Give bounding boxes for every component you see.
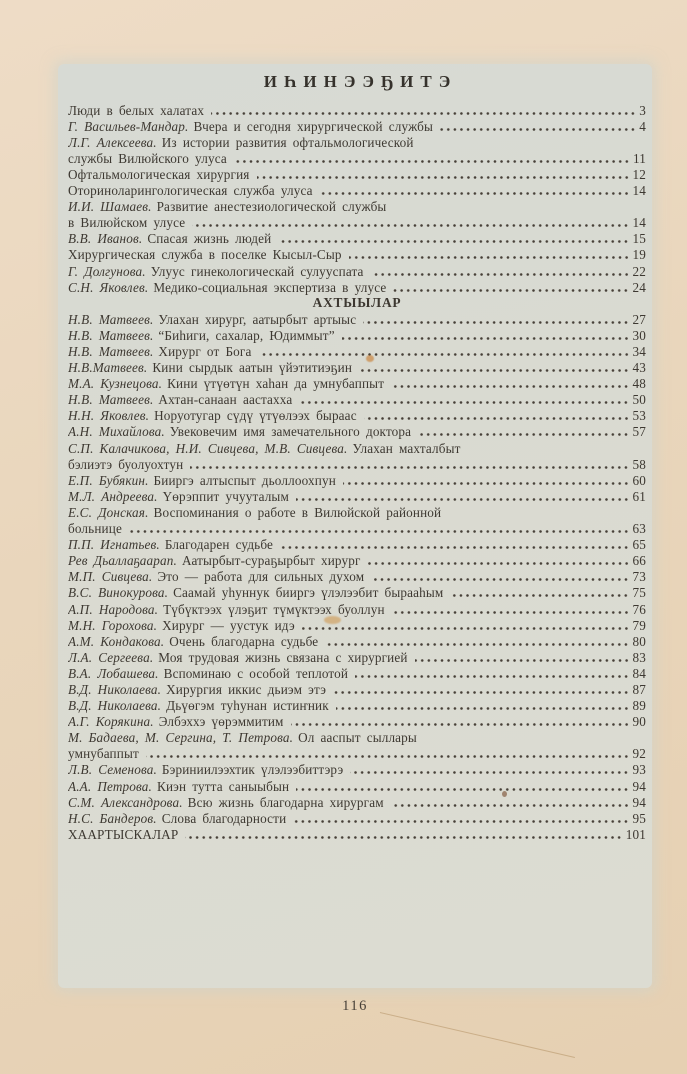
dot-leader: [363, 320, 629, 325]
dot-leader: [278, 239, 629, 244]
section-heading: АХТЫЫЛАР: [312, 295, 402, 311]
dot-leader: [302, 626, 630, 631]
dot-leader: [291, 722, 630, 727]
entry-author: Н.В.Матвеев.: [68, 360, 148, 376]
entry-title: Аатырбыт-сураҕырбыт хирург: [181, 553, 361, 569]
entry-author: Н.В. Матвеев.: [68, 392, 154, 408]
toc-entry: [68, 456, 646, 472]
toc-entry: [68, 150, 646, 166]
entry-page-number: 30: [632, 327, 646, 343]
dot-leader: [325, 642, 629, 647]
entry-title: Воспоминания о работе в Вилюйской районной: [153, 504, 442, 520]
entry-page-number: 80: [632, 633, 646, 649]
entry-page-number: 15: [632, 231, 646, 247]
entry-author: В.Д. Николаева.: [68, 698, 162, 714]
entry-title: Люди в белых халатах: [68, 102, 205, 118]
entry-page-number: 75: [632, 585, 646, 601]
toc-entry: [68, 569, 646, 585]
entry-title: Улуус гинекологическай сулууспата: [150, 263, 364, 279]
entry-title: Медико-социальная экспертиза в улусе: [153, 279, 387, 295]
entry-title: Слова благодарности: [161, 810, 287, 826]
dot-leader: [299, 400, 629, 405]
entry-page-number: 90: [632, 714, 646, 730]
entry-title: Из истории развития офтальмологической: [161, 134, 414, 150]
entry-author: М.А. Кузнецова.: [68, 376, 163, 392]
dot-leader: [343, 481, 630, 486]
entry-page-number: 73: [632, 569, 646, 585]
entry-page-number: 94: [632, 794, 646, 810]
entry-title: умнубаппыт: [68, 746, 139, 762]
entry-page-number: 87: [632, 681, 646, 697]
entry-author: Л.Г. Алексеева.: [68, 134, 157, 150]
dot-leader: [391, 384, 629, 389]
ink-stain: [366, 355, 374, 362]
dot-leader: [371, 272, 630, 277]
entry-page-number: 63: [632, 521, 646, 537]
toc-entry: [68, 553, 646, 569]
toc-entry: [68, 633, 646, 649]
dot-leader: [320, 191, 630, 196]
dot-leader: [190, 465, 629, 470]
dot-leader: [418, 432, 629, 437]
entry-title: Хирургическая служба в поселке Кысыл-Сыр: [68, 247, 342, 263]
entry-title: Это — работа для сильных духом: [157, 569, 365, 585]
toc-entry: [68, 585, 646, 601]
toc-entry: [68, 343, 646, 359]
entry-author: Н.Н. Яковлев.: [68, 408, 150, 424]
entry-page-number: 66: [632, 553, 646, 569]
dot-leader: [391, 803, 630, 808]
entry-page-number: 89: [632, 698, 646, 714]
dot-leader: [146, 754, 630, 759]
entry-title: Киэн тутта саныыбын: [157, 778, 290, 794]
entry-title: Развитие анестезиологической службы: [156, 199, 387, 215]
dot-leader: [450, 593, 629, 598]
toc-entry: [68, 327, 646, 343]
toc-entry: [68, 231, 646, 247]
entry-title: ХААРТЫСКАЛАР: [68, 826, 179, 842]
dot-leader: [364, 416, 630, 421]
entry-page-number: 3: [639, 102, 646, 118]
entry-author: В.А. Лобашева.: [68, 665, 159, 681]
toc-entry: [68, 134, 646, 150]
entry-page-number: 19: [632, 247, 646, 263]
entry-page-number: 27: [632, 311, 646, 327]
entry-page-number: 76: [632, 601, 646, 617]
entry-title: Түбүктээх үлэҕит түмүктээх буоллун: [163, 601, 385, 617]
toc-entry: [68, 681, 646, 697]
entry-author: М.Л. Андреева.: [68, 488, 158, 504]
page-title: ИҺИНЭЭҔИТЭ: [263, 72, 458, 91]
entry-title: Улахан хирург, аатырбыт артыыс: [158, 311, 357, 327]
entry-author: В.С. Винокурова.: [68, 585, 169, 601]
dot-leader: [185, 835, 622, 840]
toc-entry: [68, 520, 646, 536]
entry-title: “Биһиги, сахалар, Юдиммыт”: [158, 327, 335, 343]
entry-page-number: 48: [632, 376, 646, 392]
dot-leader: [368, 561, 630, 566]
entry-page-number: 92: [632, 746, 646, 762]
toc-entry: [68, 665, 646, 681]
entry-title: Хирург от Бога: [158, 344, 252, 359]
entry-page-number: 58: [632, 456, 646, 472]
toc-entry: [68, 810, 646, 826]
toc-entry: [68, 215, 646, 231]
entry-page-number: 93: [632, 762, 646, 778]
entry-author: Н.С. Бандеров.: [68, 810, 157, 826]
entry-page-number: 101: [625, 826, 646, 842]
entry-page-number: 57: [632, 424, 646, 440]
entry-title: в Вилюйском улусе: [68, 215, 186, 231]
entry-page-number: 24: [632, 279, 646, 295]
entry-author: А.П. Народова.: [68, 601, 159, 617]
entry-title: Вспоминаю с особой теплотой: [163, 665, 349, 681]
entry-page-number: 95: [632, 810, 646, 826]
entry-page-number: 12: [632, 166, 646, 182]
toc-entry: [68, 714, 646, 730]
entry-author: И.И. Шамаев.: [68, 199, 152, 215]
folio-page-number: 116: [342, 998, 368, 1014]
toc-entry: [68, 826, 646, 842]
entry-page-number: 14: [632, 215, 646, 231]
toc-entry: [68, 263, 646, 279]
entry-author: С.М. Александрова.: [68, 794, 183, 810]
toc-entry: [68, 392, 646, 408]
toc-entry: [68, 762, 646, 778]
entry-title: Спасая жизнь людей: [147, 231, 272, 247]
entry-title: Кини үтүөтүн хаһан да умнубаппыт: [167, 376, 385, 392]
toc-list: [68, 102, 646, 842]
dot-leader: [234, 159, 630, 164]
entry-title: Саамай уһуннук бииргэ үлэлээбит бырааһым: [173, 585, 444, 601]
toc-entry: [68, 182, 646, 198]
entry-title: больнице: [68, 521, 122, 537]
entry-author: А.Н. Михайлова.: [68, 424, 165, 440]
entry-title: бэлиэтэ буолуохтун: [68, 456, 184, 472]
entry-author: М.Н. Горохова.: [68, 617, 158, 633]
entry-page-number: 94: [632, 778, 646, 794]
dot-leader: [392, 610, 630, 615]
dot-leader: [350, 770, 629, 775]
entry-page-number: 34: [632, 344, 646, 359]
dot-leader: [342, 336, 630, 341]
entry-title: Благодарен судьбе: [164, 537, 274, 553]
entry-title: Оториноларингологическая служба улуса: [68, 183, 313, 199]
entry-author: Г. Васильев-Мандар.: [68, 118, 189, 134]
entry-title: Офтальмологическая хирургия: [68, 166, 250, 182]
toc-page: [68, 72, 646, 842]
toc-entry: [68, 199, 646, 215]
entry-page-number: 84: [632, 665, 646, 681]
toc-entry: [68, 537, 646, 553]
dot-leader: [129, 529, 630, 534]
entry-title: Моя трудовая жизнь связана с хирургией: [158, 649, 408, 665]
entry-title: Очень благодарна судьбе: [169, 633, 319, 649]
entry-title: Ол ааспыт сыллары: [298, 730, 417, 746]
entry-author: А.М. Кондакова.: [68, 633, 165, 649]
dot-leader: [349, 255, 630, 260]
entry-title: Всю жизнь благодарна хирургам: [187, 794, 384, 810]
entry-page-number: 22: [632, 263, 646, 279]
toc-entry: [68, 601, 646, 617]
entry-author: Н.В. Матвеев.: [68, 311, 154, 327]
toc-entry: [68, 247, 646, 263]
entry-author: Рев Дьаллаҕаарап.: [68, 553, 177, 569]
entry-title: Дьүөгэм туһунан истиҥник: [166, 698, 329, 714]
toc-entry: [68, 504, 646, 520]
entry-page-number: 53: [632, 408, 646, 424]
entry-page-number: 4: [639, 118, 646, 134]
entry-page-number: 14: [632, 183, 646, 199]
toc-entry: [68, 360, 646, 376]
dot-leader: [355, 674, 629, 679]
toc-entry: [68, 102, 646, 118]
entry-title: Элбэххэ үөрэммитим: [158, 714, 284, 730]
entry-author: В.В. Иванов.: [68, 231, 143, 247]
toc-entry: [68, 279, 646, 295]
ink-stain: [324, 616, 341, 624]
entry-title: службы Вилюйского улуса: [68, 150, 227, 166]
toc-entry: [68, 376, 646, 392]
toc-entry: [68, 472, 646, 488]
dot-leader: [257, 175, 630, 180]
entry-author: Г. Долгунова.: [68, 263, 146, 279]
toc-entry: [68, 730, 646, 746]
toc-entry: [68, 617, 646, 633]
entry-title: Вчера и сегодня хирургической службы: [193, 118, 434, 134]
dot-leader: [440, 127, 636, 132]
entry-page-number: 50: [632, 392, 646, 408]
entry-author: Н.В. Матвеев.: [68, 344, 154, 359]
entry-author: А.Г. Корякина.: [68, 714, 154, 730]
toc-entry: [68, 746, 646, 762]
toc-entry: [68, 440, 646, 456]
entry-page-number: 83: [632, 649, 646, 665]
toc-entry: [68, 311, 646, 327]
dot-leader: [293, 819, 629, 824]
entry-page-number: 61: [632, 488, 646, 504]
entry-page-number: 65: [632, 537, 646, 553]
dot-leader: [333, 690, 629, 695]
entry-title: Увековечим имя замечательного доктора: [169, 424, 412, 440]
dot-leader: [371, 577, 629, 582]
entry-author: А.А. Петрова.: [68, 778, 152, 794]
entry-author: Е.П. Бубякин.: [68, 472, 149, 488]
paper-scratch: [380, 1012, 575, 1058]
entry-author: В.Д. Николаева.: [68, 681, 162, 697]
entry-page-number: 60: [632, 472, 646, 488]
dot-leader: [296, 497, 630, 502]
entry-title: Бииргэ алтыспыт дьоллоохпун: [153, 472, 336, 488]
entry-title: Норуотугар сүдү үтүөлээх быраас: [154, 408, 357, 424]
entry-page-number: 11: [633, 150, 646, 166]
toc-entry: [68, 408, 646, 424]
entry-page-number: 79: [632, 617, 646, 633]
dot-leader: [280, 545, 629, 550]
toc-entry: [68, 697, 646, 713]
dot-leader: [336, 706, 630, 711]
dot-leader: [359, 368, 629, 373]
entry-author: Н.В. Матвеев.: [68, 327, 154, 343]
entry-title: Хирург — уустук идэ: [162, 617, 295, 633]
entry-title: Хирургия иккис дьиэм этэ: [166, 681, 327, 697]
dot-leader: [192, 223, 629, 228]
entry-title: Ахтан-санаан аастахха: [158, 392, 293, 408]
entry-author: П.П. Игнатьев.: [68, 537, 160, 553]
dot-leader: [415, 658, 630, 663]
entry-title: Үөрэппит учууталым: [162, 488, 289, 504]
entry-title: Улахан махталбыт: [352, 440, 461, 456]
dot-leader: [211, 111, 636, 116]
toc-entry: [68, 794, 646, 810]
toc-entry: [68, 424, 646, 440]
toc-entry: [68, 488, 646, 504]
dot-leader: [259, 352, 630, 357]
toc-entry: [68, 166, 646, 182]
entry-author: Л.В. Семенова.: [68, 762, 157, 778]
entry-author: С.П. Калачикова, Н.И. Сивцева, М.В. Сивцева.: [68, 440, 348, 456]
entry-author: М.П. Сивцева.: [68, 569, 153, 585]
toc-entry: [68, 649, 646, 665]
entry-title: Бэриниилээхтик үлэлээбиттэрэ: [161, 762, 344, 778]
dot-leader: [296, 787, 629, 792]
ink-stain: [502, 791, 507, 797]
dot-leader: [393, 288, 629, 293]
entry-title: Кини сырдык аатын үйэтитиэҕин: [152, 360, 353, 376]
entry-author: С.Н. Яковлев.: [68, 279, 149, 295]
entry-author: Е.С. Донская.: [68, 504, 149, 520]
entry-author: М. Бадаева, М. Сергина, Т. Петрова.: [68, 730, 294, 746]
toc-entry: [68, 118, 646, 134]
entry-page-number: 43: [632, 360, 646, 376]
entry-author: Л.А. Сергеева.: [68, 649, 154, 665]
toc-entry: [68, 778, 646, 794]
